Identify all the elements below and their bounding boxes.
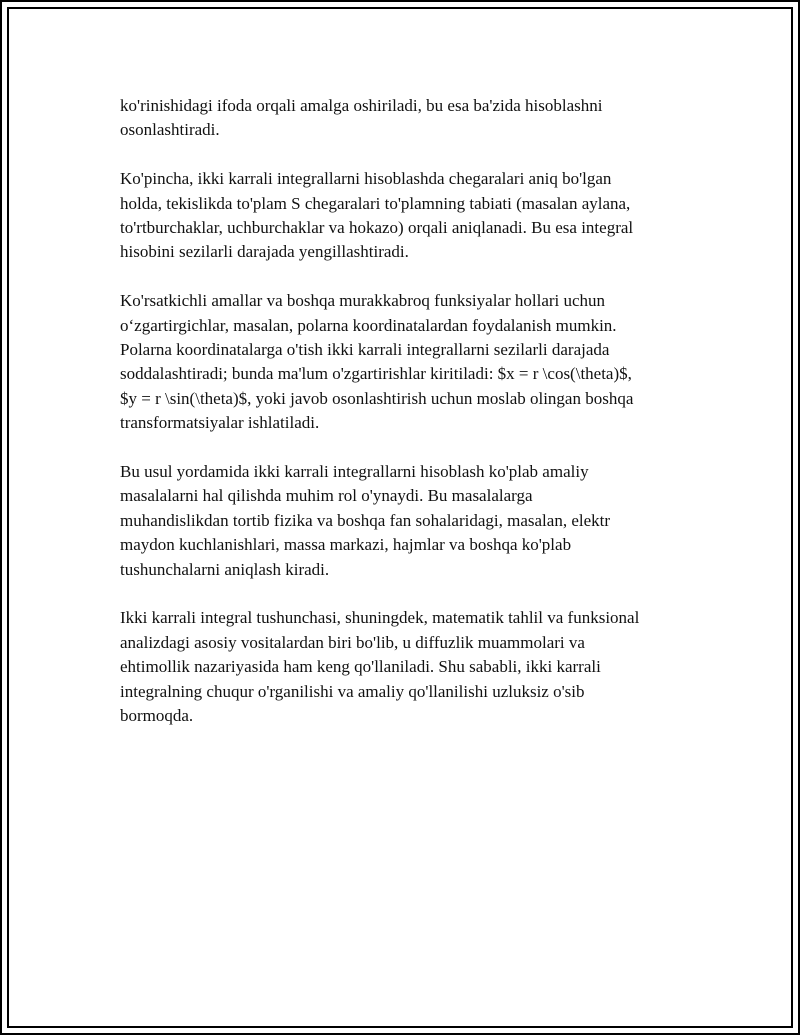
paragraph-3: Ko'rsatkichli amallar va boshqa murakkabroq funksiyalar hollari uchun o‘zgartirgichlar, masalan, polarna koordinatalardan foydalanish mumkin. Polarna koordinatalarga o'tish ikki karrali integrallarni sezilarli darajada soddalashtiradi; bunda ma'lum o'zgartirishlar kiritiladi: $x = r \cos(\theta)$, $y = r \sin(\theta)$, yoki javob osonlashtirish uchun moslab olingan boshqa transformatsiyalar ishlatiladi. [120, 291, 634, 433]
paragraph-4: Bu usul yordamida ikki karrali integrallarni hisoblash ko'plab amaliy masalalarni hal qilishda muhim rol o'ynaydi. Bu masalalarga muhandislikdan tortib fizika va boshqa fan sohalaridagi, masalan, elektr maydon kuchlanishlari, massa markazi, hajmlar va boshqa ko'plab tushunchalarni aniqlash kiradi. [120, 462, 611, 579]
paragraph-1: ko'rinishidagi ifoda orqali amalga oshiriladi, bu esa ba'zida hisoblashni osonlashtiradi. [120, 96, 603, 140]
paragraph-5: Ikki karrali integral tushunchasi, shuningdek, matematik tahlil va funksional analizdagi asosiy vositalardan biri bo'lib, u diffuzlik muammolari va ehtimollik nazariyasida ham keng qo'llaniladi. Shu sababli, ikki karrali integralning chuqur o'rganilishi va amaliy qo'llanilishi uzluksiz o'sib bormoqda. [120, 608, 640, 726]
document-body [120, 94, 700, 753]
paragraph-2: Ko'pincha, ikki karrali integrallarni hisoblashda chegaralari aniq bo'lgan holda, tekislikda to'plam S chegaralari to'plamning tabiati (masalan aylana, to'rtburchaklar, uchburchaklar va hokazo) orqali aniqlanadi. Bu esa integral hisobini sezilarli darajada yengillashtiradi. [120, 169, 634, 262]
